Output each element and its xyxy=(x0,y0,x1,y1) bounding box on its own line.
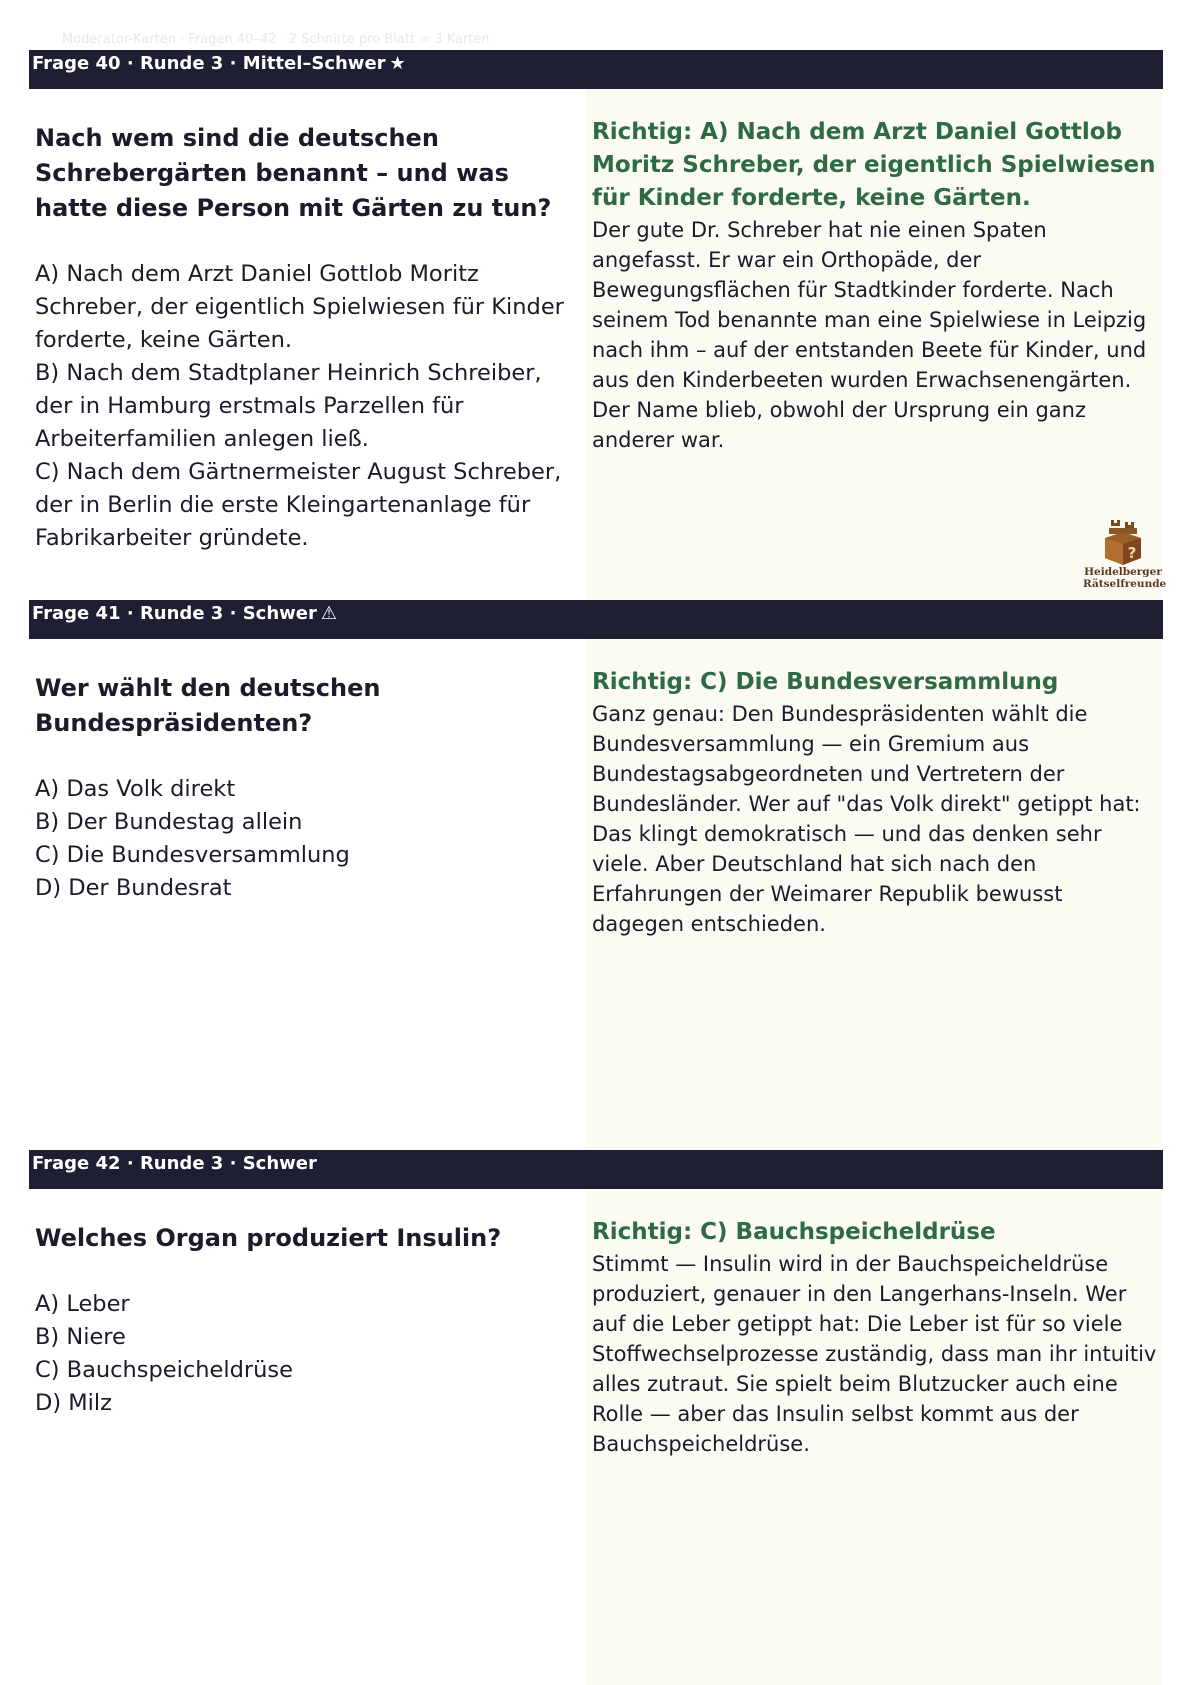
option-d: D) Milz xyxy=(35,1390,112,1416)
answer-side xyxy=(585,89,1167,600)
question-card-42 xyxy=(29,1150,1163,1685)
option-b: B) Niere xyxy=(35,1324,126,1350)
correct-answer: Richtig: A) Nach dem Arzt Daniel Gottlob Moritz Schreber, der eigentlich Spielwiesen für Kinder forderte, keine Gärten. xyxy=(592,119,1156,211)
card-header-bar xyxy=(29,1150,1163,1189)
answer-explanation: Stimmt — Insulin wird in der Bauchspeicheldrüse produziert, genauer in den Langerhans-Inseln. Wer auf die Leber getippt hat: Die Leber ist für so viele Stoffwechselprozesse zuständig, dass man ihr intuitiv alles zutraut. Sie spielt beim Blutzucker auch eine Rolle — aber das Insulin selbst kommt aus der Bauchspeicheldrüse. xyxy=(592,1252,1157,1456)
question-side xyxy=(29,1189,585,1685)
question-side xyxy=(29,639,585,1150)
card-header-text: Frage 40 · Runde 3 · Mittel–Schwer xyxy=(32,53,386,74)
card-header-bar xyxy=(29,600,1163,639)
option-b: B) Der Bundestag allein xyxy=(35,809,303,835)
star-icon: ★ xyxy=(389,53,406,74)
card-header-bar xyxy=(29,50,1163,89)
svg-text:?: ? xyxy=(1127,544,1137,562)
option-list xyxy=(35,773,579,905)
option-b: B) Nach dem Stadtplaner Heinrich Schreiber, der in Hamburg erstmals Parzellen für Arbeiterfamilien anlegen ließ. xyxy=(35,360,542,452)
card-header-text: Frage 42 · Runde 3 · Schwer xyxy=(32,1153,317,1174)
warning-icon: ⚠ xyxy=(320,603,337,624)
option-a: A) Nach dem Arzt Daniel Gottlob Moritz Schreber, der eigentlich Spielwiesen für Kinder forderte, keine Gärten. xyxy=(35,261,564,353)
question-card-40 xyxy=(29,50,1167,600)
correct-answer: Richtig: C) Bauchspeicheldrüse xyxy=(592,1219,996,1245)
option-c: C) Nach dem Gärtnermeister August Schreber, der in Berlin die erste Kleingartenanlage für Fabrikarbeiter gründete. xyxy=(35,459,562,551)
question-text: Nach wem sind die deutschen Schrebergärten benannt – und was hatte diese Person mit Gärten zu tun? xyxy=(35,124,552,222)
question-text: Welches Organ produziert Insulin? xyxy=(35,1224,502,1252)
option-d: D) Der Bundesrat xyxy=(35,875,232,901)
option-a: A) Das Volk direkt xyxy=(35,776,236,802)
page-header: Moderator-Karten · Fragen 40–42 · 2 Schnitte pro Blatt = 3 Karten xyxy=(62,32,490,47)
option-c: C) Die Bundesversammlung xyxy=(35,842,350,868)
question-text: Wer wählt den deutschen Bundespräsidenten? xyxy=(35,674,381,737)
answer-explanation: Ganz genau: Den Bundespräsidenten wählt die Bundesversammlung — ein Gremium aus Bundestagsabgeordneten und Vertretern der Bundesländer. Wer auf "das Volk direkt" getippt hat: Das klingt demokratisch — und das denken sehr viele. Aber Deutschland hat sich nach den Erfahrungen der Weimarer Republik bewusst dagegen entschieden. xyxy=(592,702,1141,936)
question-card-41 xyxy=(29,600,1163,1150)
option-list xyxy=(35,258,579,555)
answer-side xyxy=(585,1189,1163,1685)
logo xyxy=(1083,518,1167,590)
castle-question-icon xyxy=(1101,518,1145,566)
question-side xyxy=(29,89,585,600)
answer-explanation: Der gute Dr. Schreber hat nie einen Spaten angefasst. Er war ein Orthopäde, der Bewegungsflächen für Stadtkinder forderte. Nach seinem Tod benannte man eine Spielwiese in Leipzig nach ihm – auf der entstanden Beete für Kinder, und aus den Kinderbeeten wurden Erwachsenengärten. Der Name blieb, obwohl der Ursprung ein ganz anderer war. xyxy=(592,218,1147,452)
correct-answer: Richtig: C) Die Bundesversammlung xyxy=(592,669,1059,695)
option-list xyxy=(35,1288,579,1420)
answer-side xyxy=(585,639,1163,1150)
option-c: C) Bauchspeicheldrüse xyxy=(35,1357,293,1383)
logo-text-line1: Heidelberger xyxy=(1084,566,1162,578)
logo-text-line2: Rätselfreunde xyxy=(1083,578,1167,590)
card-header-text: Frage 41 · Runde 3 · Schwer xyxy=(32,603,317,624)
option-a: A) Leber xyxy=(35,1291,130,1317)
